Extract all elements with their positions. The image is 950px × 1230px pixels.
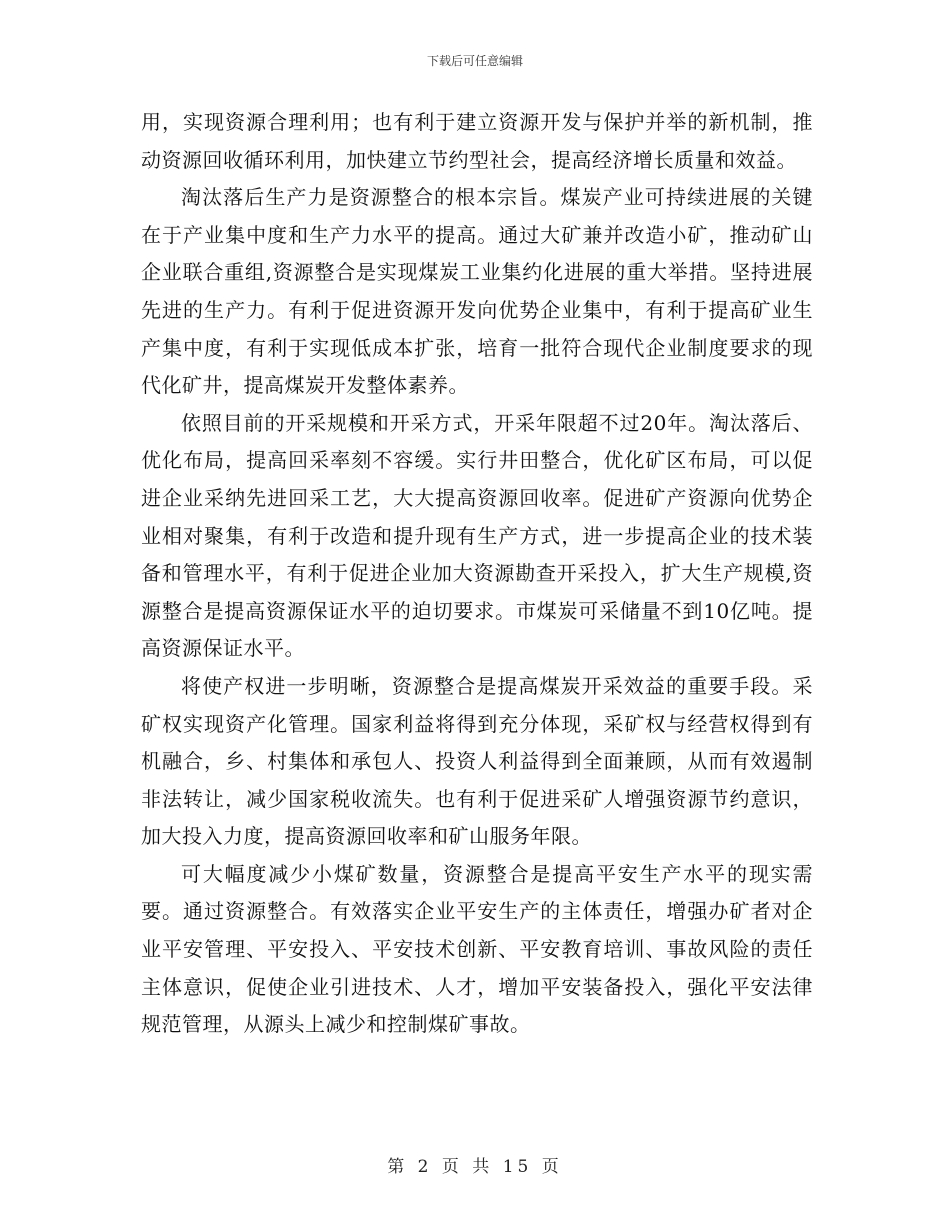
page-header: 下载后可任意编辑 [426,54,523,68]
paragraph-1: 用，实现资源合理利用；也有利于建立资源开发与保护并举的新机制，推动资源回收循环利用，加快建立节约型社会，提高经济增长质量和效益。 [141,110,813,172]
paragraph-5: 可大幅度减少小煤矿数量，资源整合是提高平安生产水平的现实需要。通过资源整合。有效落实企业平安生产的主体责任，增强办矿者对企业平安管理、平安投入、平安技术创新、平安教育培训、事故风险的责任主体意识，促使企业引进技术、人才，增加平安装备投入，强化平安法律规范管理，从源头上减少和控制煤矿事故。 [141,861,813,1037]
paragraph-4: 将使产权进一步明晰，资源整合是提高煤炭开采效益的重要手段。采矿权实现资产化管理。国家利益将得到充分体现，采矿权与经营权得到有机融合，乡、村集体和承包人、投资人利益得到全面兼顾，从而有效遏制非法转让，减少国家税收流失。也有利于促进采矿人增强资源节约意识，加大投入力度，提高资源回收率和矿山服务年限。 [141,673,813,849]
paragraph-2: 淘汰落后生产力是资源整合的根本宗旨。煤炭产业可持续进展的关键在于产业集中度和生产力水平的提高。通过大矿兼并改造小矿，推动矿山企业联合重组,资源整合是实现煤炭工业集约化进展的重大举措。坚持进展先进的生产力。有利于促进资源开发向优势企业集中，有利于提高矿业生产集中度，有利于实现低成本扩张，培育一批符合现代企业制度要求的现代化矿井，提高煤炭开发整体素养。 [141,185,813,398]
document-body [141,104,813,1044]
paragraph-3: 依照目前的开采规模和开采方式，开采年限超不过20年。淘汰落后、优化布局，提高回采率刻不容缓。实行井田整合，优化矿区布局，可以促进企业采纳先进回采工艺，大大提高资源回收率。促进矿产资源向优势企业相对聚集，有利于改造和提升现有生产方式，进一步提高企业的技术装备和管理水平，有利于促进企业加大资源勘查开采投入，扩大生产规模,资源整合是提高资源保证水平的迫切要求。市煤炭可采储量不到10亿吨。提高资源保证水平。 [141,410,813,661]
page-number-footer: 第 2 页 共 15 页 [387,1157,563,1177]
